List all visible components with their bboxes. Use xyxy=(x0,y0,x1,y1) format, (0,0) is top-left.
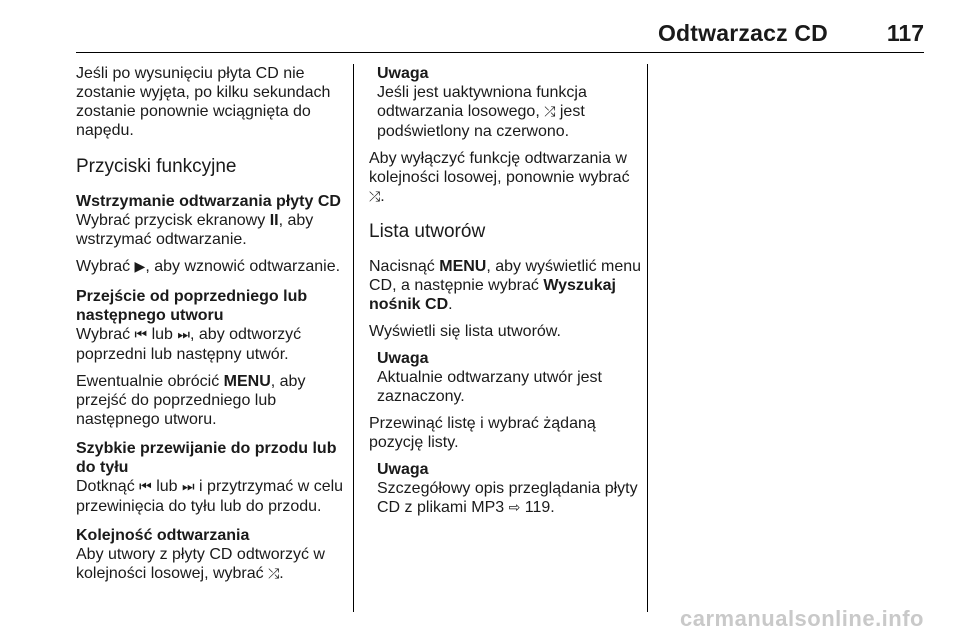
track-list-shown-paragraph: Wyświetli się lista utworów. xyxy=(369,323,561,340)
play-icon: ▶ xyxy=(134,259,146,275)
track-change-paragraph: Wybrać ⏮ lub ⏭, aby odtworzyć poprzedni lub następny utwór. xyxy=(76,326,302,363)
page-reference-arrow-icon: ⇨ xyxy=(508,500,521,516)
column-divider-right xyxy=(647,64,648,612)
scroll-list-paragraph: Przewinąć listę i wybrać żądaną pozycję listy. xyxy=(369,415,596,451)
note-title: Uwaga xyxy=(377,350,429,367)
note-text: Szczegółowy opis przeglądania płyty CD z plikami MP3 ⇨ 119. xyxy=(377,480,638,516)
menu-knob-label: MENU xyxy=(223,373,271,390)
resume-paragraph: Wybrać ▶, aby wznowić odtwarzanie. xyxy=(76,258,341,275)
section-title-track-list: Lista utworów xyxy=(369,221,486,242)
pause-icon: II xyxy=(269,212,279,229)
intro-paragraph: Jeśli po wysunięciu płyta CD nie zostanie wyjęta, po kilku sekundach zostanie ponownie wciągnięta do napędu. xyxy=(76,65,331,139)
playback-order-heading: Kolejność odtwarzania xyxy=(76,527,250,544)
track-list-paragraph: Nacisnąć MENU, aby wyświetlić menu CD, a następnie wybrać Wyszukaj nośnik CD. xyxy=(369,258,642,313)
shuffle-icon: ⤮ xyxy=(544,104,556,120)
previous-track-icon: ⏮ xyxy=(139,479,152,495)
note-mp3-reference xyxy=(369,460,644,518)
note-text: Jeśli jest uaktywniona funkcja odtwarzania losowego, ⤮ jest podświetlony na czerwono. xyxy=(377,84,587,140)
fast-forward-paragraph: Dotknąć ⏮ lub ⏭ i przytrzymać w celu przewinięcia do tyłu lub do przodu. xyxy=(76,478,344,515)
column-divider-left xyxy=(353,64,354,612)
page-header-title: Odtwarzacz CD xyxy=(657,20,828,46)
next-track-icon: ⏭ xyxy=(177,327,190,343)
menu-rotate-paragraph: Ewentualnie obrócić MENU, aby przejść do poprzedniego lub następnego utworu. xyxy=(76,373,306,428)
shuffle-icon: ⤮ xyxy=(369,189,381,205)
note-shuffle-active xyxy=(369,64,644,141)
left-column xyxy=(76,64,346,584)
watermark: carmanualsonline.info xyxy=(680,606,924,631)
next-track-icon: ⏭ xyxy=(182,479,195,495)
page-number: 117 xyxy=(886,20,924,46)
menu-button-label: MENU xyxy=(439,258,487,275)
middle-column xyxy=(369,64,644,518)
section-title-function-buttons: Przyciski funkcyjne xyxy=(76,156,237,177)
header-rule xyxy=(76,52,924,53)
shuffle-off-paragraph: Aby wyłączyć funkcję odtwarzania w kolejności losowej, ponownie wybrać ⤮. xyxy=(369,150,630,205)
playback-order-paragraph: Aby utwory z płyty CD odtworzyć w kolejności losowej, wybrać ⤮. xyxy=(76,546,325,582)
pause-heading: Wstrzymanie odtwarzania płyty CD xyxy=(76,193,341,210)
pause-paragraph: Wybrać przycisk ekranowy II, aby wstrzymać odtwarzanie. xyxy=(76,212,314,248)
note-current-track xyxy=(369,349,644,406)
search-media-label: Wyszukaj nośnik CD xyxy=(369,277,616,313)
shuffle-icon: ⤮ xyxy=(268,566,280,582)
note-text: Aktualnie odtwarzany utwór jest zaznaczony. xyxy=(377,369,602,405)
fast-forward-heading: Szybkie przewijanie do przodu lub do tyłu xyxy=(76,440,337,476)
note-title: Uwaga xyxy=(377,65,429,82)
previous-track-icon: ⏮ xyxy=(134,327,148,343)
note-title: Uwaga xyxy=(377,461,429,478)
track-change-heading: Przejście od poprzedniego lub następnego utworu xyxy=(76,288,308,324)
